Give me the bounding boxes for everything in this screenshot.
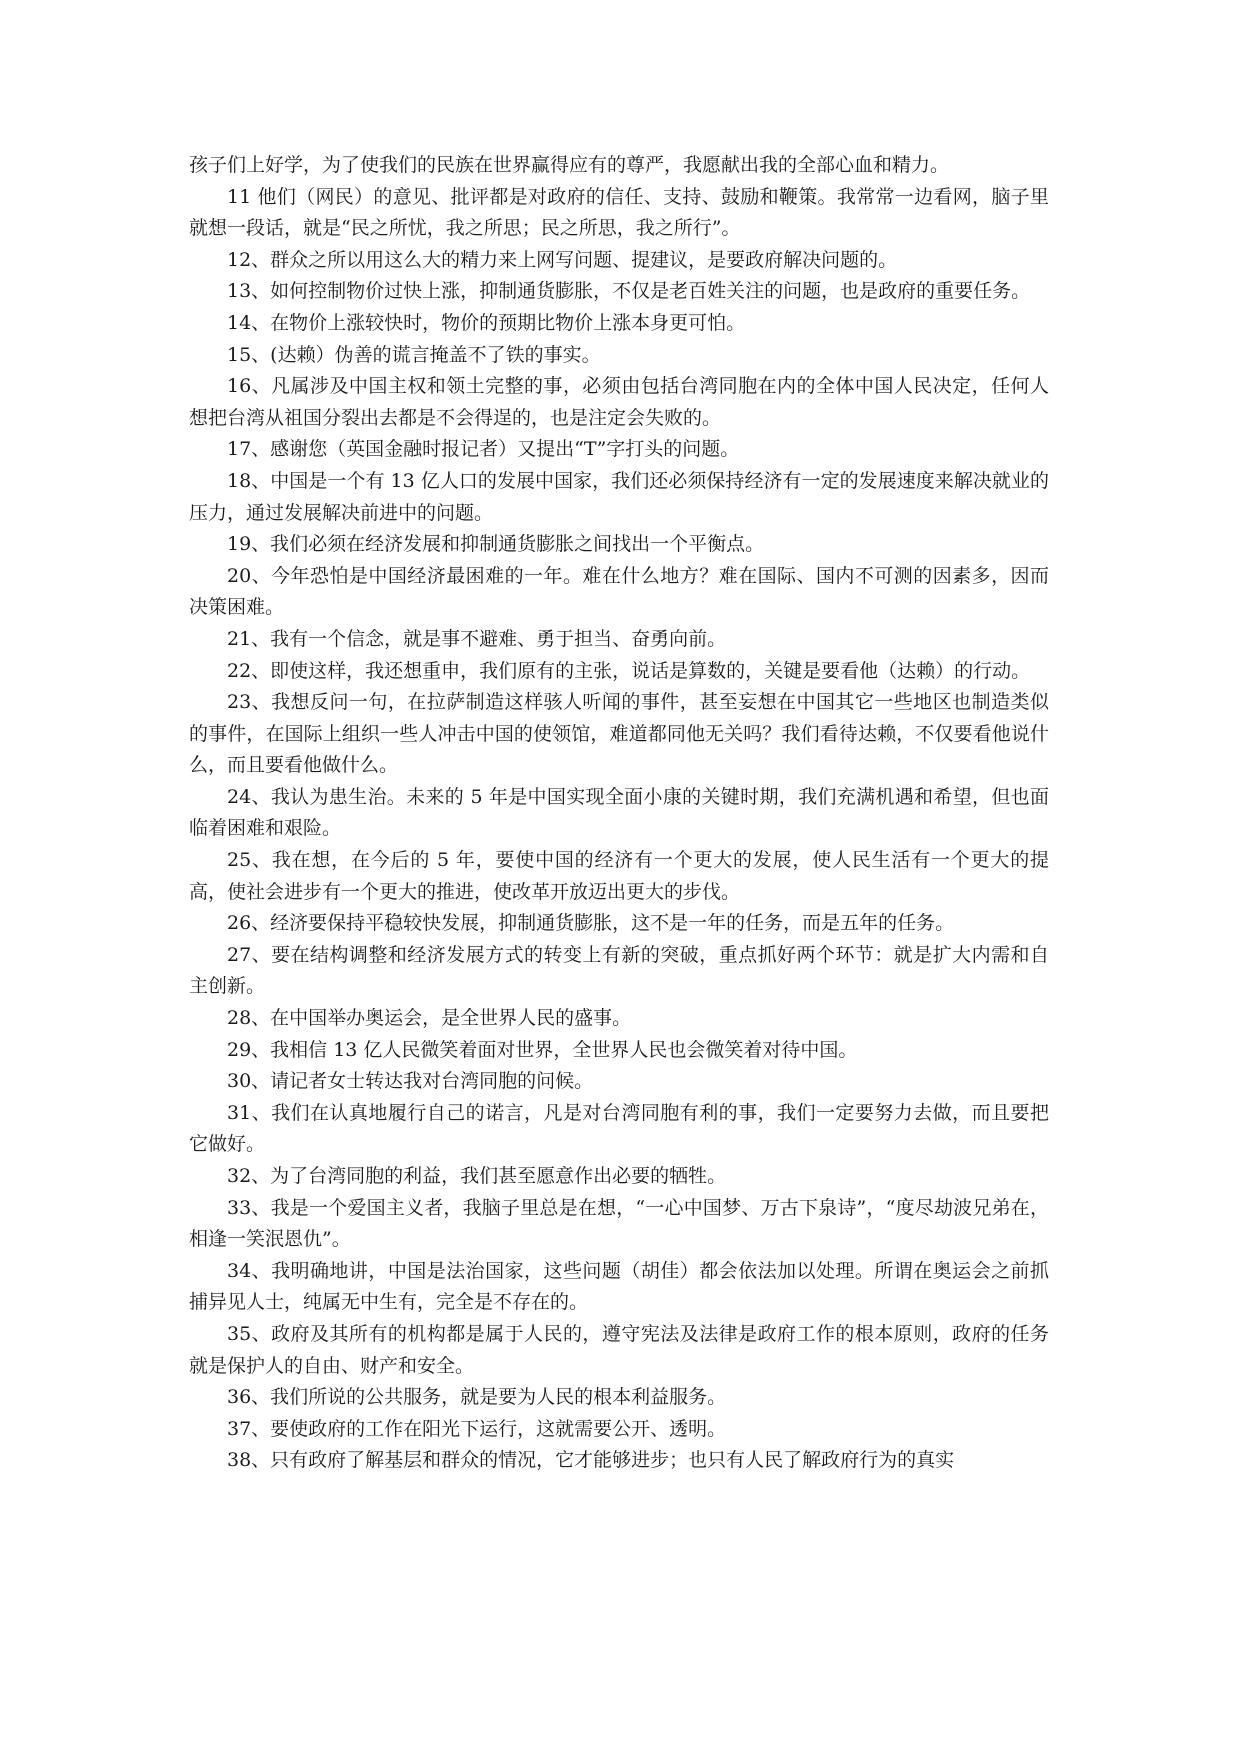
- paragraph: 13、如何控制物价过快上涨，抑制通货膨胀，不仅是老百姓关注的问题，也是政府的重要任务。: [227, 280, 1031, 303]
- paragraph: 29、我相信 13 亿人民微笑着面对世界，全世界人民也会微笑着对待中国。: [227, 1038, 858, 1061]
- paragraph: 22、即使这样，我还想重申，我们原有的主张，说话是算数的，关键是要看他（达赖）的行动。: [227, 659, 1031, 682]
- paragraph: 30、请记者女士转达我对台湾同胞的问候。: [227, 1070, 594, 1093]
- paragraph: 27、要在结构调整和经济发展方式的转变上有新的突破，重点抓好两个环节：就是扩大内需和自主创新。: [189, 943, 1049, 998]
- paragraph: 31、我们在认真地履行自己的诺言，凡是对台湾同胞有利的事，我们一定要努力去做，而且要把它做好。: [189, 1101, 1049, 1156]
- paragraph: 21、我有一个信念，就是事不避难、勇于担当、奋勇向前。: [227, 627, 727, 650]
- paragraph: 20、今年恐怕是中国经济最困难的一年。难在什么地方？难在国际、国内不可测的因素多，因而决策困难。: [189, 564, 1049, 619]
- paragraph: 26、经济要保持平稳较快发展，抑制通货膨胀，这不是一年的任务，而是五年的任务。: [227, 912, 955, 935]
- paragraph: 16、凡属涉及中国主权和领土完整的事，必须由包括台湾同胞在内的全体中国人民决定，任何人想把台湾从祖国分裂出去都是不会得逞的，也是注定会失败的。: [189, 375, 1049, 429]
- paragraph: 36、我们所说的公共服务，就是要为人民的根本利益服务。: [227, 1386, 727, 1409]
- paragraph: 38、只有政府了解基层和群众的情况，它才能够进步；也只有人民了解政府行为的真实: [227, 1449, 955, 1472]
- paragraph: 12、群众之所以用这么大的精力来上网写问题、提建议，是要政府解决问题的。: [227, 248, 898, 271]
- paragraph: 32、为了台湾同胞的利益，我们甚至愿意作出必要的牺牲。: [227, 1165, 727, 1187]
- paragraph: 19、我们必须在经济发展和抑制通货膨胀之间找出一个平衡点。: [227, 533, 765, 556]
- paragraph: 24、我认为患生治。未来的 5 年是中国实现全面小康的关键时期，我们充满机遇和希望，但也面临着困难和艰险。: [189, 785, 1049, 840]
- document-body: [189, 150, 1049, 1477]
- paragraph: 11 他们（网民）的意见、批评都是对政府的信任、支持、鼓励和鞭策。我常常一边看网，脑子里就想一段话，就是“民之所忧，我之所思；民之所思，我之所行”。: [189, 185, 1049, 240]
- paragraph: 25、我在想，在今后的 5 年，要使中国的经济有一个更大的发展，使人民生活有一个更大的提高，使社会进步有一个更大的推进，使改革开放迈出更大的步伐。: [189, 849, 1049, 903]
- paragraph: 34、我明确地讲，中国是法治国家，这些问题（胡佳）都会依法加以处理。所谓在奥运会之前抓捕异见人士，纯属无中生有，完全是不存在的。: [189, 1259, 1049, 1314]
- paragraph: 孩子们上好学，为了使我们的民族在世界赢得应有的尊严，我愿献出我的全部心血和精力。: [189, 154, 950, 176]
- paragraph: 17、感谢您（英国金融时报记者）又提出“T”字打头的问题。: [227, 438, 740, 461]
- paragraph: 37、要使政府的工作在阳光下运行，这就需要公开、透明。: [227, 1417, 727, 1440]
- paragraph: 33、我是一个爱国主义者，我脑子里总是在想，“一心中国梦、万古下泉诗”，“度尽劫波兄弟在，相逢一笑泯恩仇”。: [189, 1196, 1049, 1251]
- paragraph: 14、在物价上涨较快时，物价的预期比物价上涨本身更可怕。: [227, 311, 746, 334]
- paragraph: 18、中国是一个有 13 亿人口的发展中国家，我们还必须保持经济有一定的发展速度来解决就业的压力，通过发展解决前进中的问题。: [189, 469, 1049, 524]
- paragraph: 23、我想反问一句，在拉萨制造这样骇人听闻的事件，甚至妄想在中国其它一些地区也制造类似的事件，在国际上组织一些人冲击中国的使领馆，难道都同他无关吗？我们看待达赖，不仅要看他说什么，而且要看他做什么。: [189, 691, 1049, 777]
- paragraph: 15、(达赖）伪善的谎言掩盖不了铁的事实。: [227, 343, 601, 366]
- paragraph: 35、政府及其所有的机构都是属于人民的，遵守宪法及法律是政府工作的根本原则，政府的任务就是保护人的自由、财产和安全。: [189, 1322, 1049, 1377]
- paragraph: 28、在中国举办奥运会，是全世界人民的盛事。: [227, 1007, 632, 1030]
